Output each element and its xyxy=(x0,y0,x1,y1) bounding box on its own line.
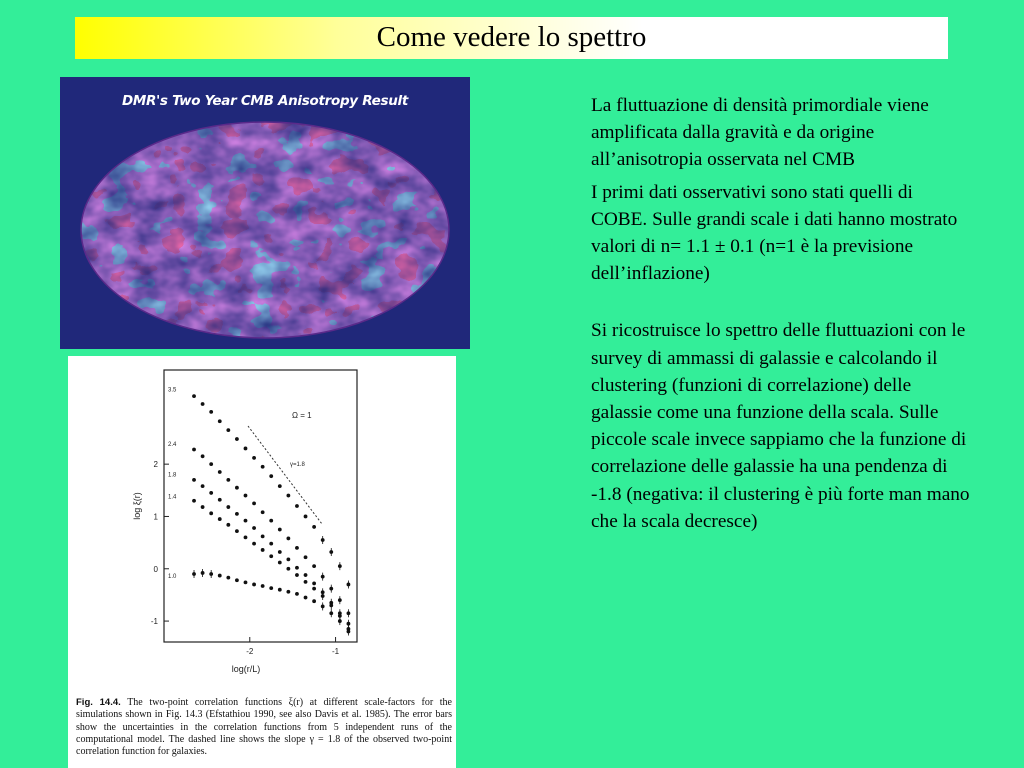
data-point xyxy=(278,484,282,488)
data-point xyxy=(286,537,290,541)
data-point xyxy=(201,484,205,488)
data-point xyxy=(312,599,316,603)
figure-caption xyxy=(76,697,452,758)
y-tick-label: 2 xyxy=(153,460,158,470)
data-point xyxy=(295,592,299,596)
paragraph-clustering: Si ricostruisce lo spettro delle fluttuazioni con le survey di ammassi di galassie e calcolando il clustering (funzioni di correlazione) delle galassie come una funzione della scala. Sulle piccole scale invece sappiamo che la funzione di correlazione delle galassie ha una pendenza di -1.8 (negativa: il clustering è più forte man mano che la scala decresce) xyxy=(591,320,970,532)
data-point xyxy=(286,567,290,571)
data-point xyxy=(235,512,239,516)
data-point xyxy=(269,586,273,590)
paragraph-cobe-data: I primi dati osservativi sono stati quelli di COBE. Sulle grandi scale i dati hanno mostrato valori di n= 1.1 ± 0.1 (n=1 è la previsione dell’inflazione) xyxy=(591,181,958,285)
data-point xyxy=(226,576,230,580)
data-point xyxy=(286,494,290,498)
data-point xyxy=(261,584,265,588)
data-point xyxy=(278,550,282,554)
data-point xyxy=(252,456,256,460)
data-point xyxy=(244,580,248,584)
x-tick-label: -1 xyxy=(331,647,340,656)
data-point xyxy=(192,448,196,452)
omega-annotation: Ω = 1 xyxy=(292,411,312,420)
series-label: 1.0 xyxy=(168,574,177,581)
data-point xyxy=(304,596,308,600)
data-point xyxy=(244,519,248,523)
data-point xyxy=(235,486,239,490)
data-point xyxy=(278,561,282,565)
data-point xyxy=(226,428,230,432)
data-point xyxy=(295,573,299,577)
data-point xyxy=(201,454,205,458)
data-point xyxy=(252,501,256,505)
data-point xyxy=(295,546,299,550)
x-tick-label: -2 xyxy=(246,647,254,656)
data-point xyxy=(209,511,213,515)
data-point xyxy=(235,578,239,582)
data-point xyxy=(226,505,230,509)
slope-reference-line xyxy=(248,426,322,524)
data-point xyxy=(192,478,196,482)
data-point xyxy=(269,554,273,558)
data-point xyxy=(192,499,196,503)
data-point xyxy=(252,526,256,530)
plot-frame xyxy=(164,370,357,642)
data-point xyxy=(312,564,316,568)
data-point xyxy=(201,505,205,509)
series-label: 3.5 xyxy=(168,387,177,394)
gamma-annotation: γ=1.8 xyxy=(290,462,305,468)
cmb-anisotropy-image xyxy=(60,77,470,349)
data-point xyxy=(286,557,290,561)
data-point xyxy=(252,542,256,546)
data-point xyxy=(312,582,316,586)
data-point xyxy=(304,573,308,577)
data-point xyxy=(244,447,248,451)
cmb-sky-map xyxy=(77,117,453,343)
data-point xyxy=(218,517,222,521)
data-point xyxy=(218,498,222,502)
y-tick-label: 0 xyxy=(153,564,158,574)
title-bar xyxy=(75,17,948,59)
data-point xyxy=(295,504,299,508)
data-point xyxy=(304,515,308,519)
correlation-chart xyxy=(68,356,456,696)
y-tick-label: -1 xyxy=(150,617,158,627)
slide-title: Come vedere lo spettro xyxy=(376,21,647,53)
data-point xyxy=(269,474,273,478)
data-point xyxy=(226,523,230,527)
data-point xyxy=(304,580,308,584)
data-point xyxy=(312,525,316,529)
body-text xyxy=(591,92,971,540)
data-point xyxy=(252,583,256,587)
data-point xyxy=(218,574,222,578)
cmb-image-title: DMR's Two Year CMB Anisotropy Result xyxy=(121,93,409,109)
data-point xyxy=(269,519,273,523)
figure-caption-label: Fig. 14.4. xyxy=(76,697,121,708)
data-point xyxy=(261,465,265,469)
data-point xyxy=(312,587,316,591)
data-point xyxy=(235,529,239,533)
data-point xyxy=(209,410,213,414)
data-point xyxy=(192,394,196,398)
series-label: 1.8 xyxy=(168,472,177,479)
data-point xyxy=(218,470,222,474)
data-point xyxy=(295,566,299,570)
data-point xyxy=(261,510,265,514)
data-point xyxy=(278,588,282,592)
y-axis-label: log ξ(r) xyxy=(132,492,142,520)
data-point xyxy=(261,548,265,552)
x-axis-label: log(r/L) xyxy=(231,664,261,674)
data-point xyxy=(226,478,230,482)
figure-caption-text: The two-point correlation functions ξ(r) at different scale-factors for the simulations shown in Fig. 14.3 (Efstathiou 1990, see also Davis et al. 1985). The error bars show the uncertainties in the correlation functions from 5 independent runs of the computational model. The dashed line shows the slope γ = 1.8 of the observed two-point correlation function for galaxies. xyxy=(76,697,452,758)
data-point xyxy=(286,590,290,594)
data-point xyxy=(244,535,248,539)
data-point xyxy=(278,528,282,532)
series-label: 2.4 xyxy=(168,442,177,449)
data-point xyxy=(209,491,213,495)
correlation-figure xyxy=(68,356,456,768)
data-point xyxy=(261,534,265,538)
data-point xyxy=(209,462,213,466)
data-point xyxy=(244,494,248,498)
data-point xyxy=(201,402,205,406)
data-point xyxy=(235,437,239,441)
data-point xyxy=(269,542,273,546)
y-tick-label: 1 xyxy=(153,512,158,522)
series-label: 1.4 xyxy=(168,494,177,501)
cmb-fluctuation-texture xyxy=(77,117,453,343)
paragraph-density-fluctuation: La fluttuazione di densità primordiale viene amplificata dalla gravità e da origine all’anisotropia osservata nel CMB xyxy=(591,95,929,171)
data-point xyxy=(304,555,308,559)
data-point xyxy=(218,419,222,423)
